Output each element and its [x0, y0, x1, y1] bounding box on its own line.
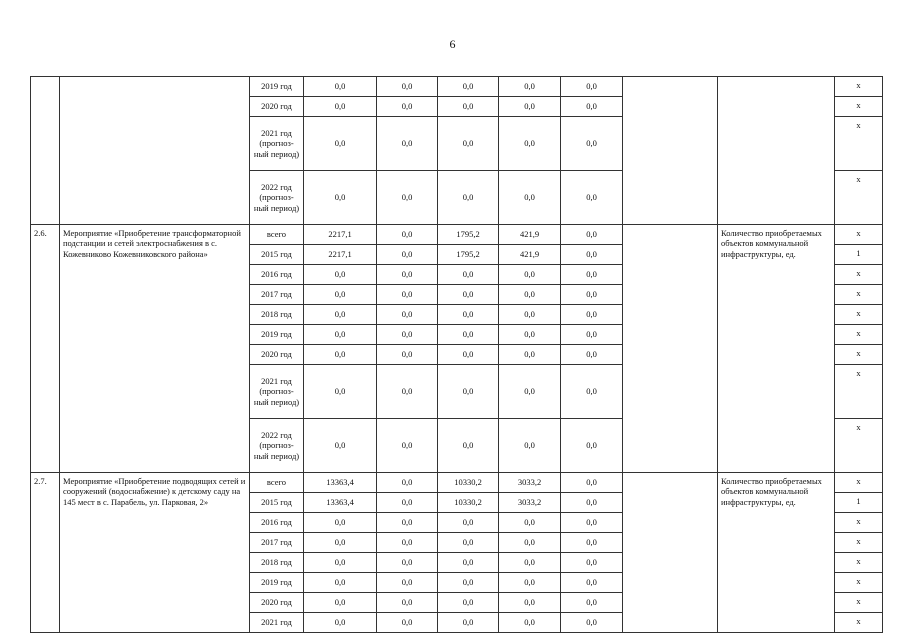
funding-value-cell: 0,0: [561, 473, 623, 493]
funding-value-cell: 0,0: [304, 325, 377, 345]
funding-value-cell: 0,0: [377, 593, 438, 613]
funding-value-cell: 0,0: [304, 171, 377, 225]
funding-value-cell: 0,0: [561, 613, 623, 633]
indicator-value-cell: х: [835, 285, 883, 305]
indicator-value-cell: х: [835, 97, 883, 117]
funding-value-cell: 0,0: [499, 533, 561, 553]
period-cell: 2018 год: [250, 553, 304, 573]
period-cell: 2021 год: [250, 613, 304, 633]
funding-value-cell: 0,0: [304, 305, 377, 325]
funding-value-cell: 0,0: [438, 513, 499, 533]
funding-value-cell: 0,0: [499, 171, 561, 225]
page-number: 6: [449, 37, 456, 51]
funding-value-cell: 0,0: [561, 305, 623, 325]
period-cell: 2022 год (прогноз-ный период): [250, 171, 304, 225]
funding-value-cell: 0,0: [438, 117, 499, 171]
funding-value-cell: 0,0: [561, 345, 623, 365]
indicator-name: Количество приобретаемых объектов коммунальной инфраструктуры, ед.: [718, 225, 835, 473]
measure-number: 2.7.: [31, 473, 60, 633]
funding-value-cell: 13363,4: [304, 473, 377, 493]
indicator-value-cell: х: [835, 265, 883, 285]
funding-value-cell: 0,0: [438, 305, 499, 325]
indicator-value-cell: х: [835, 553, 883, 573]
funding-value-cell: 0,0: [304, 117, 377, 171]
table-row: [31, 473, 883, 493]
period-cell: 2022 год (прогноз-ный период): [250, 419, 304, 473]
funding-value-cell: 0,0: [499, 573, 561, 593]
indicator-value-cell: х: [835, 533, 883, 553]
funding-value-cell: 0,0: [561, 265, 623, 285]
funding-value-cell: 0,0: [304, 77, 377, 97]
funding-value-cell: 2217,1: [304, 225, 377, 245]
indicator-name: [718, 77, 835, 225]
funding-value-cell: 0,0: [438, 345, 499, 365]
measure-name: Мероприятие «Приобретение трансформаторной подстанции и сетей электроснабжения в с. Кожевниково Кожевниковского района»: [60, 225, 250, 473]
indicator-value-cell: х: [835, 473, 883, 493]
indicator-value-cell: х: [835, 573, 883, 593]
funding-value-cell: 0,0: [438, 171, 499, 225]
period-cell: 2016 год: [250, 513, 304, 533]
table-row: [31, 77, 883, 97]
indicator-value-cell: х: [835, 513, 883, 533]
indicator-value-cell: х: [835, 171, 883, 225]
funding-value-cell: 10330,2: [438, 473, 499, 493]
funding-value-cell: 13363,4: [304, 493, 377, 513]
funding-value-cell: 0,0: [377, 553, 438, 573]
funding-value-cell: 0,0: [499, 613, 561, 633]
funding-value-cell: 0,0: [499, 97, 561, 117]
funding-value-cell: 0,0: [499, 285, 561, 305]
period-cell: 2020 год: [250, 593, 304, 613]
table-body: [31, 77, 883, 633]
program-table: [30, 76, 883, 633]
funding-value-cell: 2217,1: [304, 245, 377, 265]
indicator-value-cell: х: [835, 345, 883, 365]
empty-cell: [623, 225, 718, 473]
funding-value-cell: 0,0: [561, 553, 623, 573]
funding-value-cell: 0,0: [377, 245, 438, 265]
funding-value-cell: 0,0: [377, 325, 438, 345]
funding-value-cell: 0,0: [304, 285, 377, 305]
funding-value-cell: 0,0: [377, 117, 438, 171]
funding-value-cell: 0,0: [499, 117, 561, 171]
funding-value-cell: 0,0: [561, 365, 623, 419]
funding-value-cell: 0,0: [561, 513, 623, 533]
funding-value-cell: 0,0: [377, 573, 438, 593]
funding-value-cell: 0,0: [438, 365, 499, 419]
funding-value-cell: 0,0: [377, 77, 438, 97]
funding-value-cell: 0,0: [377, 345, 438, 365]
period-cell: всего: [250, 225, 304, 245]
funding-value-cell: 0,0: [438, 613, 499, 633]
funding-value-cell: 0,0: [438, 265, 499, 285]
funding-value-cell: 0,0: [438, 325, 499, 345]
funding-value-cell: 0,0: [438, 97, 499, 117]
funding-value-cell: 0,0: [377, 265, 438, 285]
table-row: [31, 225, 883, 245]
period-cell: 2021 год (прогноз-ный период): [250, 117, 304, 171]
indicator-value-cell: 1: [835, 493, 883, 513]
funding-value-cell: 0,0: [561, 419, 623, 473]
indicator-value-cell: 1: [835, 245, 883, 265]
indicator-value-cell: х: [835, 365, 883, 419]
funding-value-cell: 0,0: [377, 97, 438, 117]
funding-value-cell: 0,0: [499, 593, 561, 613]
funding-value-cell: 0,0: [304, 345, 377, 365]
measure-name: Мероприятие «Приобретение подводящих сетей и сооружений (водоснабжение) к детскому саду на 145 мест в с. Парабель, ул. Парковая, 2»: [60, 473, 250, 633]
funding-value-cell: 0,0: [438, 533, 499, 553]
funding-value-cell: 0,0: [561, 245, 623, 265]
funding-value-cell: 421,9: [499, 225, 561, 245]
funding-value-cell: 0,0: [561, 285, 623, 305]
indicator-value-cell: х: [835, 305, 883, 325]
funding-value-cell: 0,0: [304, 265, 377, 285]
period-cell: 2017 год: [250, 285, 304, 305]
period-cell: 2016 год: [250, 265, 304, 285]
period-cell: 2019 год: [250, 573, 304, 593]
funding-value-cell: 0,0: [499, 553, 561, 573]
funding-value-cell: 0,0: [438, 285, 499, 305]
funding-value-cell: 0,0: [561, 493, 623, 513]
funding-value-cell: 3033,2: [499, 493, 561, 513]
funding-value-cell: 0,0: [304, 419, 377, 473]
funding-value-cell: 0,0: [377, 285, 438, 305]
indicator-value-cell: х: [835, 225, 883, 245]
period-cell: всего: [250, 473, 304, 493]
indicator-value-cell: х: [835, 77, 883, 97]
funding-value-cell: 0,0: [304, 533, 377, 553]
funding-value-cell: 0,0: [304, 593, 377, 613]
funding-value-cell: 421,9: [499, 245, 561, 265]
funding-value-cell: 0,0: [561, 77, 623, 97]
funding-value-cell: 0,0: [499, 345, 561, 365]
funding-value-cell: 1795,2: [438, 245, 499, 265]
funding-value-cell: 0,0: [561, 325, 623, 345]
funding-value-cell: 1795,2: [438, 225, 499, 245]
period-cell: 2015 год: [250, 245, 304, 265]
indicator-value-cell: х: [835, 613, 883, 633]
indicator-value-cell: х: [835, 117, 883, 171]
funding-value-cell: 0,0: [438, 553, 499, 573]
funding-value-cell: 0,0: [377, 613, 438, 633]
measure-number: 2.6.: [31, 225, 60, 473]
funding-value-cell: 10330,2: [438, 493, 499, 513]
funding-value-cell: 0,0: [561, 573, 623, 593]
period-cell: 2020 год: [250, 97, 304, 117]
funding-value-cell: 0,0: [438, 573, 499, 593]
funding-value-cell: 0,0: [499, 265, 561, 285]
funding-value-cell: 0,0: [304, 97, 377, 117]
funding-value-cell: 0,0: [377, 473, 438, 493]
funding-value-cell: 0,0: [499, 419, 561, 473]
funding-value-cell: 0,0: [377, 419, 438, 473]
funding-value-cell: 0,0: [561, 533, 623, 553]
funding-value-cell: 0,0: [438, 77, 499, 97]
funding-value-cell: 0,0: [304, 613, 377, 633]
period-cell: 2020 год: [250, 345, 304, 365]
funding-value-cell: 0,0: [377, 513, 438, 533]
funding-value-cell: 0,0: [561, 117, 623, 171]
funding-value-cell: 3033,2: [499, 473, 561, 493]
empty-cell: [623, 473, 718, 633]
funding-value-cell: 0,0: [377, 493, 438, 513]
funding-value-cell: 0,0: [377, 171, 438, 225]
funding-value-cell: 0,0: [561, 97, 623, 117]
funding-value-cell: 0,0: [438, 419, 499, 473]
indicator-value-cell: х: [835, 593, 883, 613]
funding-value-cell: 0,0: [304, 573, 377, 593]
funding-value-cell: 0,0: [377, 225, 438, 245]
funding-value-cell: 0,0: [561, 171, 623, 225]
empty-cell: [623, 77, 718, 225]
period-cell: 2017 год: [250, 533, 304, 553]
funding-value-cell: 0,0: [561, 225, 623, 245]
period-cell: 2021 год (прогноз-ный период): [250, 365, 304, 419]
funding-value-cell: 0,0: [561, 593, 623, 613]
period-cell: 2015 год: [250, 493, 304, 513]
funding-value-cell: 0,0: [499, 305, 561, 325]
indicator-name: Количество приобретаемых объектов коммунальной инфраструктуры, ед.: [718, 473, 835, 633]
period-cell: 2019 год: [250, 77, 304, 97]
funding-value-cell: 0,0: [304, 365, 377, 419]
funding-value-cell: 0,0: [377, 533, 438, 553]
period-cell: 2018 год: [250, 305, 304, 325]
funding-value-cell: 0,0: [499, 77, 561, 97]
period-cell: 2019 год: [250, 325, 304, 345]
funding-value-cell: 0,0: [304, 513, 377, 533]
funding-value-cell: 0,0: [499, 513, 561, 533]
indicator-value-cell: х: [835, 325, 883, 345]
funding-value-cell: 0,0: [377, 305, 438, 325]
funding-value-cell: 0,0: [377, 365, 438, 419]
funding-value-cell: 0,0: [499, 365, 561, 419]
funding-value-cell: 0,0: [499, 325, 561, 345]
indicator-value-cell: х: [835, 419, 883, 473]
funding-value-cell: 0,0: [304, 553, 377, 573]
measure-number: [31, 77, 60, 225]
funding-value-cell: 0,0: [438, 593, 499, 613]
measure-name: [60, 77, 250, 225]
